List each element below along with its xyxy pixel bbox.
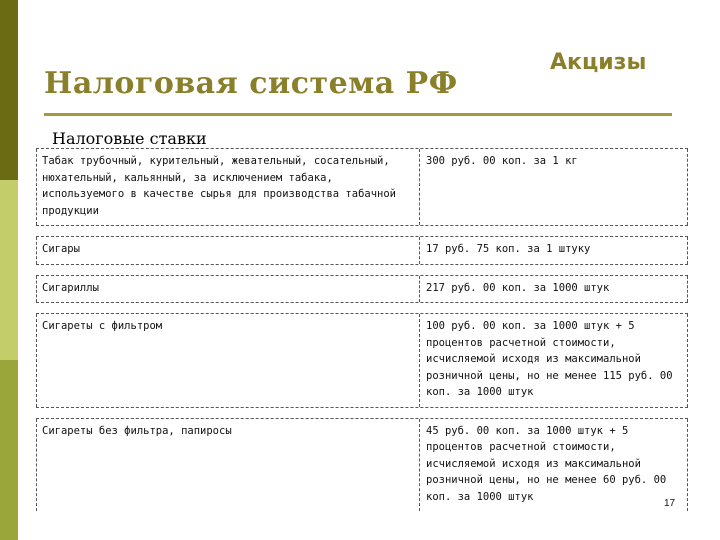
rate-cell: 300 руб. 00 коп. за 1 кг bbox=[426, 155, 578, 167]
rate-cell: 17 руб. 75 коп. за 1 штуку bbox=[426, 243, 591, 255]
sidebar-segment-mid bbox=[0, 360, 18, 540]
rate-cell: 100 руб. 00 коп. за 1000 штук + 5 процентов расчетной стоимости, исчисляемой исходя из максимальной розничной цены, но не менее 115 руб. 00 коп. за 1000 штук bbox=[426, 320, 673, 398]
sidebar-decoration bbox=[0, 0, 18, 540]
table-row bbox=[36, 276, 688, 303]
table-row bbox=[36, 314, 688, 407]
table-row bbox=[36, 237, 688, 264]
rate-cell: 217 руб. 00 коп. за 1000 штук bbox=[426, 281, 610, 294]
product-cell: Сигареты с фильтром bbox=[36, 314, 420, 407]
rate-cell: 45 руб. 00 коп. за 1000 штук + 5 процентов расчетной стоимости, исчисляемой исходя из максимальной розничной цены, но не менее 60 руб. 00 коп. за 1000 штук bbox=[426, 424, 667, 503]
page-number: 17 bbox=[664, 498, 676, 509]
title-divider bbox=[44, 113, 672, 116]
product-cell: Табак трубочный, курительный, жевательный, сосательный, нюхательный, кальянный, за исключением табака, используемого в качестве сырья для производства табачной продукции bbox=[36, 149, 420, 225]
section-label: Налоговые ставки bbox=[52, 129, 207, 148]
sidebar-segment-light bbox=[0, 180, 18, 360]
product-cell: Сигариллы bbox=[36, 276, 420, 303]
table-row bbox=[36, 149, 688, 225]
table-row bbox=[36, 419, 688, 512]
tax-rate-table bbox=[36, 148, 688, 511]
sidebar-segment-dark bbox=[0, 0, 18, 180]
product-cell: Сигары bbox=[36, 237, 420, 264]
slide-subtitle: Акцизы bbox=[550, 50, 647, 75]
slide-title: Налоговая система РФ bbox=[44, 66, 458, 101]
product-cell: Сигареты без фильтра, папиросы bbox=[36, 419, 420, 512]
